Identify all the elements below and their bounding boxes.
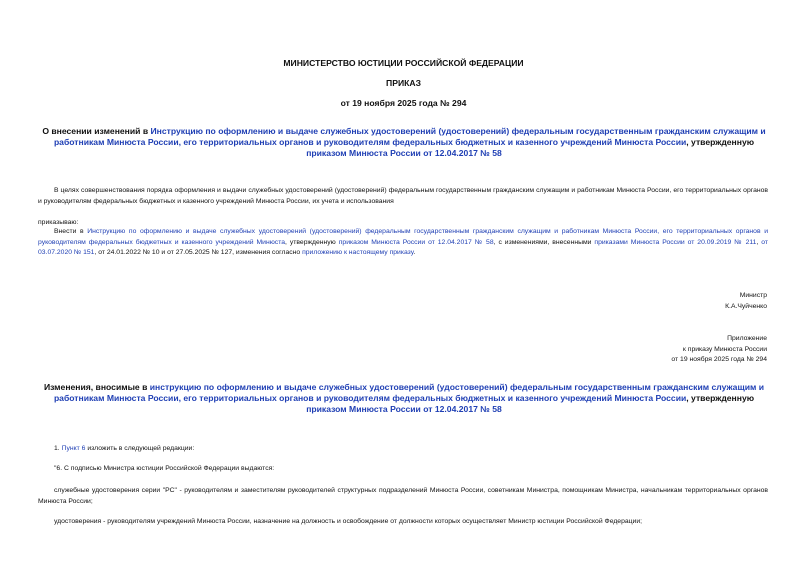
order-58-link[interactable]: приказом Минюста России от 12.04.2017 № 58	[306, 148, 502, 158]
changes-title-middle: , утвержденную	[686, 393, 755, 403]
main-text-2: , утвержденную	[285, 238, 339, 246]
main-text-6: .	[413, 249, 416, 256]
main-instruction-link[interactable]: Инструкцию по оформлению и выдаче служебных удостоверений (удостоверений) федеральным государственным гражданским служащим и работникам Минюста России, его территориальных органов и руководителям федеральных бюджетных и казенного учреждений Минюста	[38, 228, 768, 246]
main-text-5: , от 24.01.2022 № 10 и от 27.05.2025 № 127, изменения согласно	[94, 249, 303, 256]
document-type-heading: ПРИКАЗ	[386, 78, 421, 88]
title-prefix: О внесении изменений в	[42, 126, 151, 136]
instruction-link[interactable]: Инструкцию по оформлению и выдаче служебных удостоверений (удостоверений) федеральным государственным гражданским служащим и работникам Минюста России, его территориальных органов и руководителям федеральных бюджетных и казенного учреждений Минюста России	[53, 126, 766, 147]
changes-title-prefix: Изменения, вносимые в	[43, 382, 150, 392]
main-paragraph	[38, 227, 768, 259]
order-word: приказываю:	[38, 219, 79, 226]
item-1-rest: изложить в следующей редакции:	[85, 445, 195, 452]
changes-instruction-link[interactable]: инструкцию по оформлению и выдаче служебных удостоверений (удостоверений) федеральным государственным гражданским служащим и работникам Минюста России, его территориальных органов и руководителям федеральных бюджетных и казенного учреждений Минюста России	[53, 382, 765, 403]
order-2020-link[interactable]: от 03.07.2020 № 151	[38, 238, 769, 256]
appendix-line-2: к приказу Минюста России	[682, 345, 767, 353]
appendix-link[interactable]: приложению к настоящему приказу	[302, 249, 414, 256]
clause-6-intro: "6. С подписью Министра юстиции Российской Федерации выдаются:	[54, 465, 275, 472]
order-date-number: от 19 ноября 2025 года № 294	[340, 98, 467, 108]
ministry-heading: МИНИСТЕРСТВО ЮСТИЦИИ РОССИЙСКОЙ ФЕДЕРАЦИИ	[283, 58, 524, 68]
clause-6-link[interactable]: Пункт 6	[61, 445, 86, 452]
title-middle: , утвержденную	[686, 137, 755, 147]
main-text-4: ,	[756, 238, 762, 246]
item-1-prefix: 1.	[54, 445, 62, 452]
signature-position: Министр	[739, 292, 767, 299]
appendix-line-3: от 19 ноября 2025 года № 294	[671, 356, 767, 363]
order-title	[34, 126, 774, 159]
clause-heads: удостоверения - руководителям учреждений Минюста России, назначение на должность и освобождение от должности которых осуществляет Министр юстиции Российской Федерации;	[54, 518, 643, 525]
main-order-58-link[interactable]: приказом Минюста России от 12.04.2017 № 58	[338, 238, 494, 246]
preamble-paragraph: В целях совершенствования порядка оформления и выдачи служебных удостоверений (удостоверений) федеральным государственным гражданским служащим и работникам Минюста России, его территориальных органов и руководителям федеральных бюджетных и казенного учреждений Минюста России, их учета и использования	[38, 187, 768, 205]
appendix-reference	[671, 334, 767, 366]
changes-title	[34, 382, 774, 415]
main-text-3: , с изменениями, внесенными	[493, 238, 595, 246]
item-1	[38, 444, 768, 455]
signature-block	[725, 291, 767, 312]
clause-rc-series: служебные удостоверения серии "РС" - руководителям и заместителям руководителей структурных подразделений Минюста России, советникам Министра, помощникам Министра, начальникам территориальных органов Минюста России;	[38, 487, 768, 505]
changes-order-58-link[interactable]: приказом Минюста России от 12.04.2017 № 58	[306, 404, 502, 414]
appendix-line-1: Приложение	[727, 335, 767, 342]
orders-2019-link[interactable]: приказами Минюста России от 20.09.2019 № 211	[594, 238, 757, 246]
signature-name: К.А.Чуйченко	[725, 302, 767, 310]
main-text-1: Внести в	[54, 228, 88, 235]
